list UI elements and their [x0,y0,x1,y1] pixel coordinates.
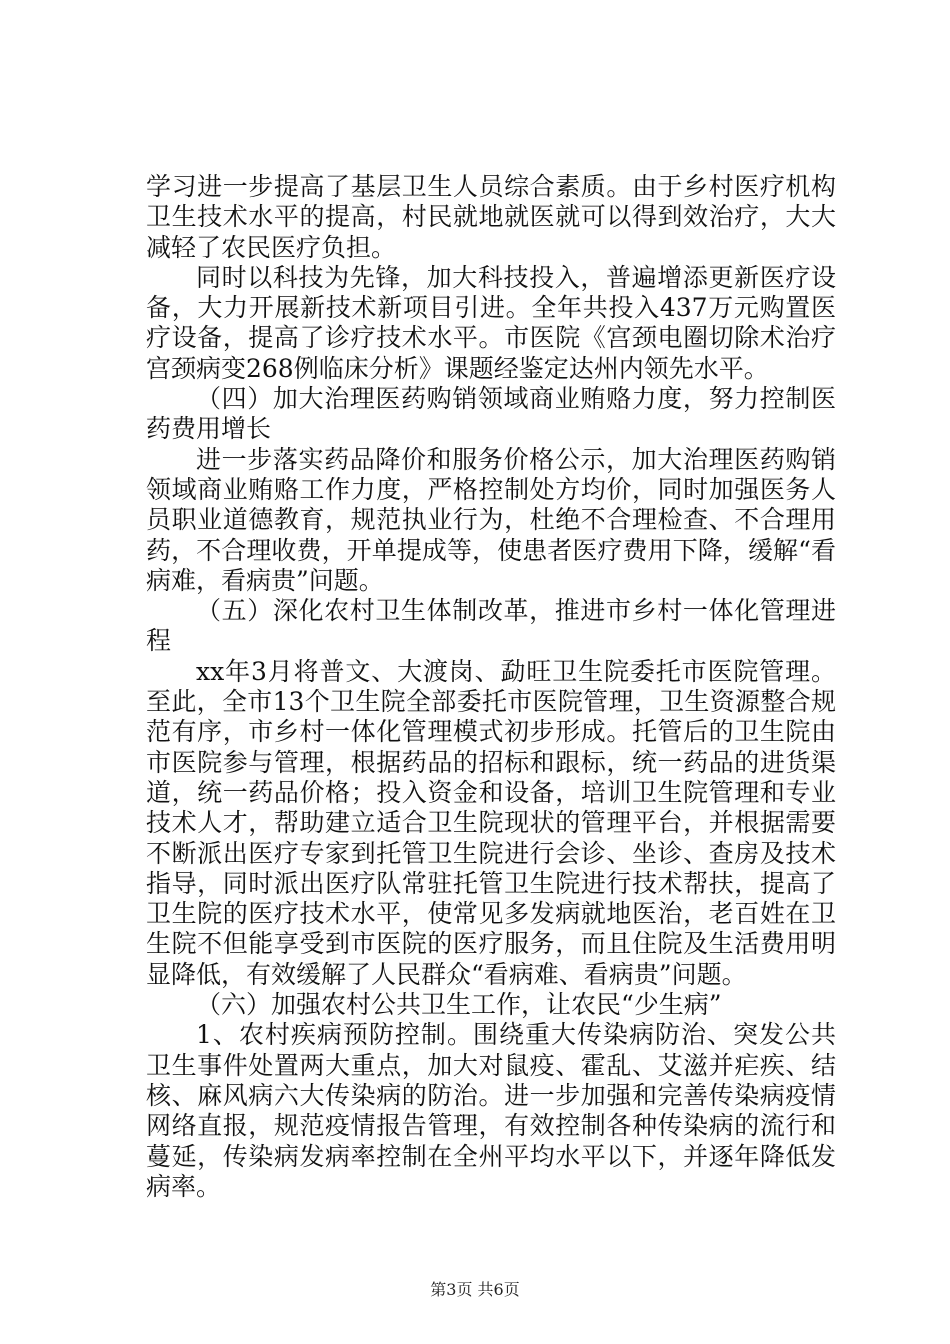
paragraph: 1、农村疾病预防控制。围绕重大传染病防治、突发公共卫生事件处置两大重点，加大对鼠疫、霍乱、艾滋并疟疾、结核、麻风病六大传染病的防治。进一步加强和完善传染病疫情网络直报，规范疫情报告管理，有效控制各种传染病的流行和蔓延，传染病发病率控制在全州平均水平以下，并逐年降低发病率。 [146,1020,836,1201]
paragraph: xx年3月将普文、大渡岗、勐旺卫生院委托市医院管理。至此，全市13个卫生院全部委托市医院管理，卫生资源整合规范有序，市乡村一体化管理模式初步形成。托管后的卫生院由市医院参与管理，根据药品的招标和跟标，统一药品的进货渠道，统一药品价格；投入资金和设备，培训卫生院管理和专业技术人才，帮助建立适合卫生院现状的管理平台，并根据需要不断派出医疗专家到托管卫生院进行会诊、坐诊、查房及技术指导，同时派出医疗队常驻托管卫生院进行技术帮扶，提高了卫生院的医疗技术水平，使常见多发病就地医治，老百姓在卫生院不但能享受到市医院的医疗服务，而且住院及生活费用明显降低，有效缓解了人民群众“看病难、看病贵”问题。 [146,656,836,989]
section-heading-4: （四）加大治理医药购销领域商业贿赂力度，努力控制医药费用增长 [146,384,836,444]
document-body [146,172,836,1202]
page-number-footer: 第3页 共6页 [430,1280,520,1299]
section-heading-6: （六）加强农村公共卫生工作，让农民“少生病” [196,990,722,1020]
paragraph: 进一步落实药品降价和服务价格公示，加大治理医药购销领域商业贿赂工作力度，严格控制处方均价，同时加强医务人员职业道德教育，规范执业行为，杜绝不合理检查、不合理用药，不合理收费，开单提成等，使患者医疗费用下降，缓解“看病难，看病贵”问题。 [146,444,836,595]
section-heading-5: （五）深化农村卫生体制改革，推进市乡村一体化管理进程 [146,596,836,656]
paragraph: 同时以科技为先锋，加大科技投入，普遍增添更新医疗设备，大力开展新技术新项目引进。全年共投入437万元购置医疗设备，提高了诊疗技术水平。市医院《宫颈电圈切除术治疗宫颈病变268例临床分析》课题经鉴定达州内领先水平。 [146,262,836,383]
paragraph-continued: 学习进一步提高了基层卫生人员综合素质。由于乡村医疗机构卫生技术水平的提高，村民就地就医就可以得到效治疗，大大减轻了农民医疗负担。 [146,172,836,262]
